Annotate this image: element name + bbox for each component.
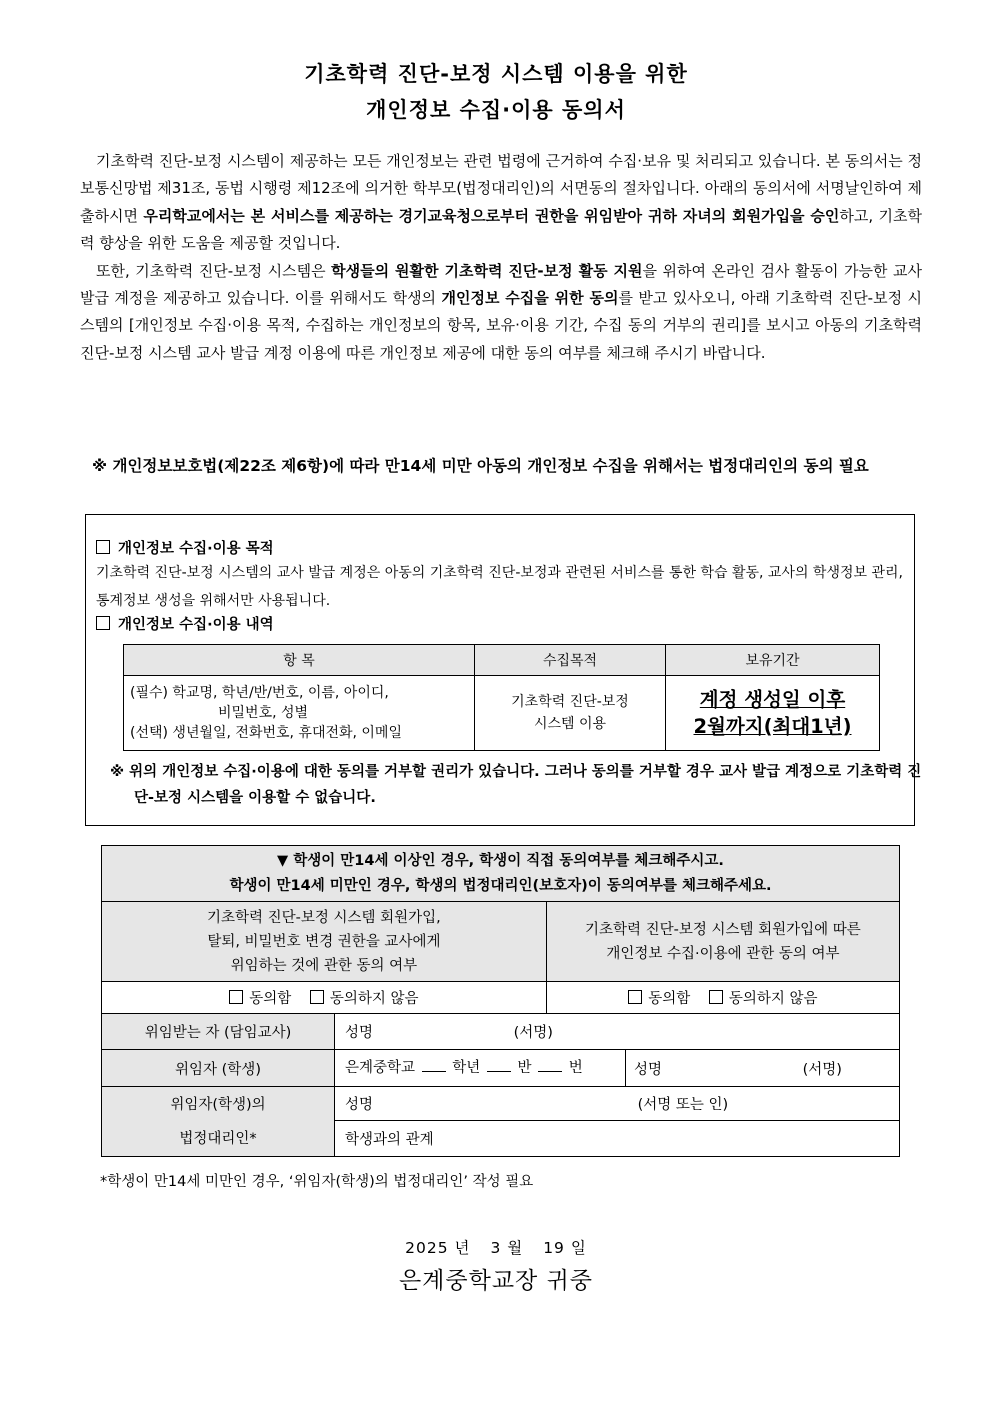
delegate-name-label: 성명 [345, 1025, 374, 1041]
guardian-label-line1: 위임자(학생)의 [170, 1096, 266, 1113]
document-title-line2: 개인정보 수집·이용 동의서 [366, 98, 626, 122]
guardian-label [102, 1087, 335, 1157]
intro-p2-bold-2: 개인정보 수집을 위한 동의 [441, 289, 619, 308]
table-header-purpose: 수집목적 [475, 645, 666, 676]
delegator-sign-label: (서명) [802, 1061, 842, 1078]
delegation-q-line1: 기초학력 진단-보정 시스템 회원가입, [207, 909, 441, 926]
intro-p2-middle: 을 위하여 온라인 검사 활동이 가능한 교사 발급 계정을 제공하고 있습니다. 이를 위해서도 학생의 [80, 261, 922, 308]
intro-p2-text: 또한, 기초학력 진단-보정 시스템은 [96, 261, 332, 280]
retention-line1: 계정 생성일 이후 [699, 688, 846, 711]
checkbox-icon [96, 540, 110, 554]
guardian-label-line2: 법정대리인* [179, 1130, 257, 1147]
class-label: 반 [517, 1060, 532, 1076]
relation-label: 학생과의 관계 [345, 1132, 434, 1148]
consent-header [102, 846, 900, 902]
date-day-unit: 일 [570, 1239, 587, 1257]
collection-q-line1: 기초학력 진단-보정 시스템 회원가입에 따른 [585, 921, 861, 938]
delegate-signature-field[interactable] [335, 1014, 900, 1050]
document-title-line1: 기초학력 진단-보정 시스템 이용을 위한 [304, 62, 688, 86]
collection-consent-options [546, 982, 899, 1014]
grade-label: 학년 [452, 1060, 481, 1076]
delegation-agree-checkbox[interactable] [229, 990, 243, 1004]
intro-p2-end: 를 받고 있사오니, 아래 기초학력 진단-보정 시스템의 [개인정보 수집·이용 목적, 수집하는 개인정보의 항목, 보유·이용 기간, 수집 동의 거부의 권리]를 보시고 아동의 기초학력 진단-보정 시스템 교사 발급 계정 이용에 따른 개인정보 제공에 대한 동의 여부를 체크해 주시기 바랍니다. [80, 289, 922, 362]
collection-details-table [123, 644, 880, 751]
checkbox-icon [96, 616, 110, 630]
date-month-unit: 월 [507, 1239, 524, 1257]
collection-consent-question [546, 902, 899, 982]
date-year-unit: 년 [454, 1239, 471, 1257]
refusal-right-note: ※ 위의 개인정보 수집·이용에 대한 동의를 거부할 권리가 있습니다. 그러나 동의를 거부할 경우 교사 발급 계정으로 기초학력 진단-보정 시스템을 이용할 수 없습니다. [110, 764, 922, 806]
collection-disagree-label: 동의하지 않음 [728, 991, 818, 1007]
purpose-text: 기초학력 진단-보정 시스템의 교사 발급 계정은 아동의 기초학력 진단-보정과 관련된 서비스를 통한 학습 활동, 교사의 학생정보 관리, 통계정보 생성을 위해서만 사용됩니다. [96, 565, 903, 609]
date-month: 3 [490, 1239, 502, 1257]
delegator-school-field[interactable] [335, 1050, 626, 1086]
consent-table [101, 845, 900, 1157]
intro-text [80, 148, 922, 367]
purpose-line1: 기초학력 진단-보정 [511, 694, 629, 710]
table-cell-purpose [475, 676, 666, 751]
grade-blank[interactable] [422, 1059, 446, 1072]
delegation-agree-label: 동의함 [249, 991, 292, 1007]
school-name: 은계중학교 [345, 1060, 416, 1076]
purpose-line2: 시스템 이용 [533, 716, 607, 732]
delegator-signature-field[interactable] [626, 1058, 842, 1079]
intro-p1-text: 기초학력 진단-보정 시스템이 제공하는 모든 개인정보는 관련 법령에 근거하여 수집·보유 및 처리되고 있습니다. 본 동의서는 정보통신망법 제31조, 동법 시행령 제12조에 의거한 학부모(법정대리인)의 서면동의 절차입니다. 아래의 동의서에 서명날인하여 제출하시면 [80, 152, 922, 225]
retention-line2: 2월까지(최대1년) [693, 715, 852, 738]
class-blank[interactable] [487, 1059, 511, 1072]
details-heading [96, 613, 274, 634]
date-year: 2025 [405, 1239, 449, 1257]
table-header-retention: 보유기간 [666, 645, 880, 676]
guardian-name-label: 성명 [345, 1097, 374, 1113]
required-items-line2: 비밀번호, 성별 [218, 705, 309, 721]
delegation-q-line2: 탈퇴, 비밀번호 변경 권한을 교사에게 [207, 933, 441, 950]
delegation-consent-options [102, 982, 547, 1014]
number-label: 번 [568, 1060, 583, 1076]
document-date [0, 1236, 992, 1258]
delegator-label: 위임자 (학생) [102, 1050, 335, 1087]
details-heading-text: 개인정보 수집·이용 내역 [118, 617, 274, 633]
table-header-item: 항 목 [124, 645, 475, 676]
date-day: 19 [543, 1239, 565, 1257]
guardian-signature-field[interactable] [335, 1087, 900, 1121]
consent-header-line2: 학생이 만14세 미만인 경우, 학생의 법정대리인(보호자)이 동의여부를 체크해주세요. [229, 877, 772, 894]
guardian-relation-field[interactable] [335, 1121, 900, 1157]
footnote: *학생이 만14세 미만인 경우, ‘위임자(학생)의 법정대리인’ 작성 필요 [100, 1174, 534, 1190]
collection-q-line2: 개인정보 수집·이용에 관한 동의 여부 [606, 945, 840, 962]
intro-p2-bold: 학생들의 원활한 기초학력 진단-보정 활동 지원 [331, 261, 643, 280]
consent-header-line1: ▼ 학생이 만14세 이상인 경우, 학생이 직접 동의여부를 체크해주시고. [277, 852, 724, 869]
delegation-disagree-checkbox[interactable] [310, 990, 324, 1004]
collection-disagree-checkbox[interactable] [709, 990, 723, 1004]
collection-agree-checkbox[interactable] [628, 990, 642, 1004]
delegate-sign-label: (서명) [513, 1025, 553, 1041]
table-cell-items [124, 676, 475, 751]
legal-notice: ※ 개인정보보호법(제22조 제6항)에 따라 만14세 미만 아동의 개인정보 수집을 위해서는 법정대리인의 동의 필요 [92, 457, 869, 475]
intro-paragraph-2 [80, 258, 922, 368]
table-cell-retention [666, 676, 880, 751]
purpose-heading [96, 537, 274, 558]
collection-agree-label: 동의함 [648, 991, 691, 1007]
intro-p1-bold: 우리학교에서는 본 서비스를 제공하는 경기교육청으로부터 권한을 위임받아 귀하 자녀의 회원가입을 승인 [143, 206, 840, 225]
intro-p1-end: 하고, 기초학력 향상을 위한 도움을 제공할 것입니다. [80, 206, 922, 253]
addressee: 은계중학교장 귀중 [398, 1268, 594, 1294]
guardian-sign-label: (서명 또는 인) [637, 1097, 729, 1113]
purpose-heading-text: 개인정보 수집·이용 목적 [118, 541, 274, 557]
delegation-consent-question [102, 902, 547, 982]
required-items-line1: (필수) 학교명, 학년/반/번호, 이름, 아이디, [130, 685, 389, 701]
delegation-q-line3: 위임하는 것에 관한 동의 여부 [230, 957, 418, 974]
intro-paragraph-1 [80, 148, 922, 258]
number-blank[interactable] [538, 1059, 562, 1072]
delegator-fields [335, 1050, 900, 1087]
delegation-disagree-label: 동의하지 않음 [329, 991, 419, 1007]
delegate-label: 위임받는 자 (담임교사) [102, 1014, 335, 1050]
delegator-name-label: 성명 [634, 1061, 663, 1078]
optional-items: (선택) 생년월일, 전화번호, 휴대전화, 이메일 [130, 725, 402, 741]
privacy-info-box [85, 514, 922, 826]
